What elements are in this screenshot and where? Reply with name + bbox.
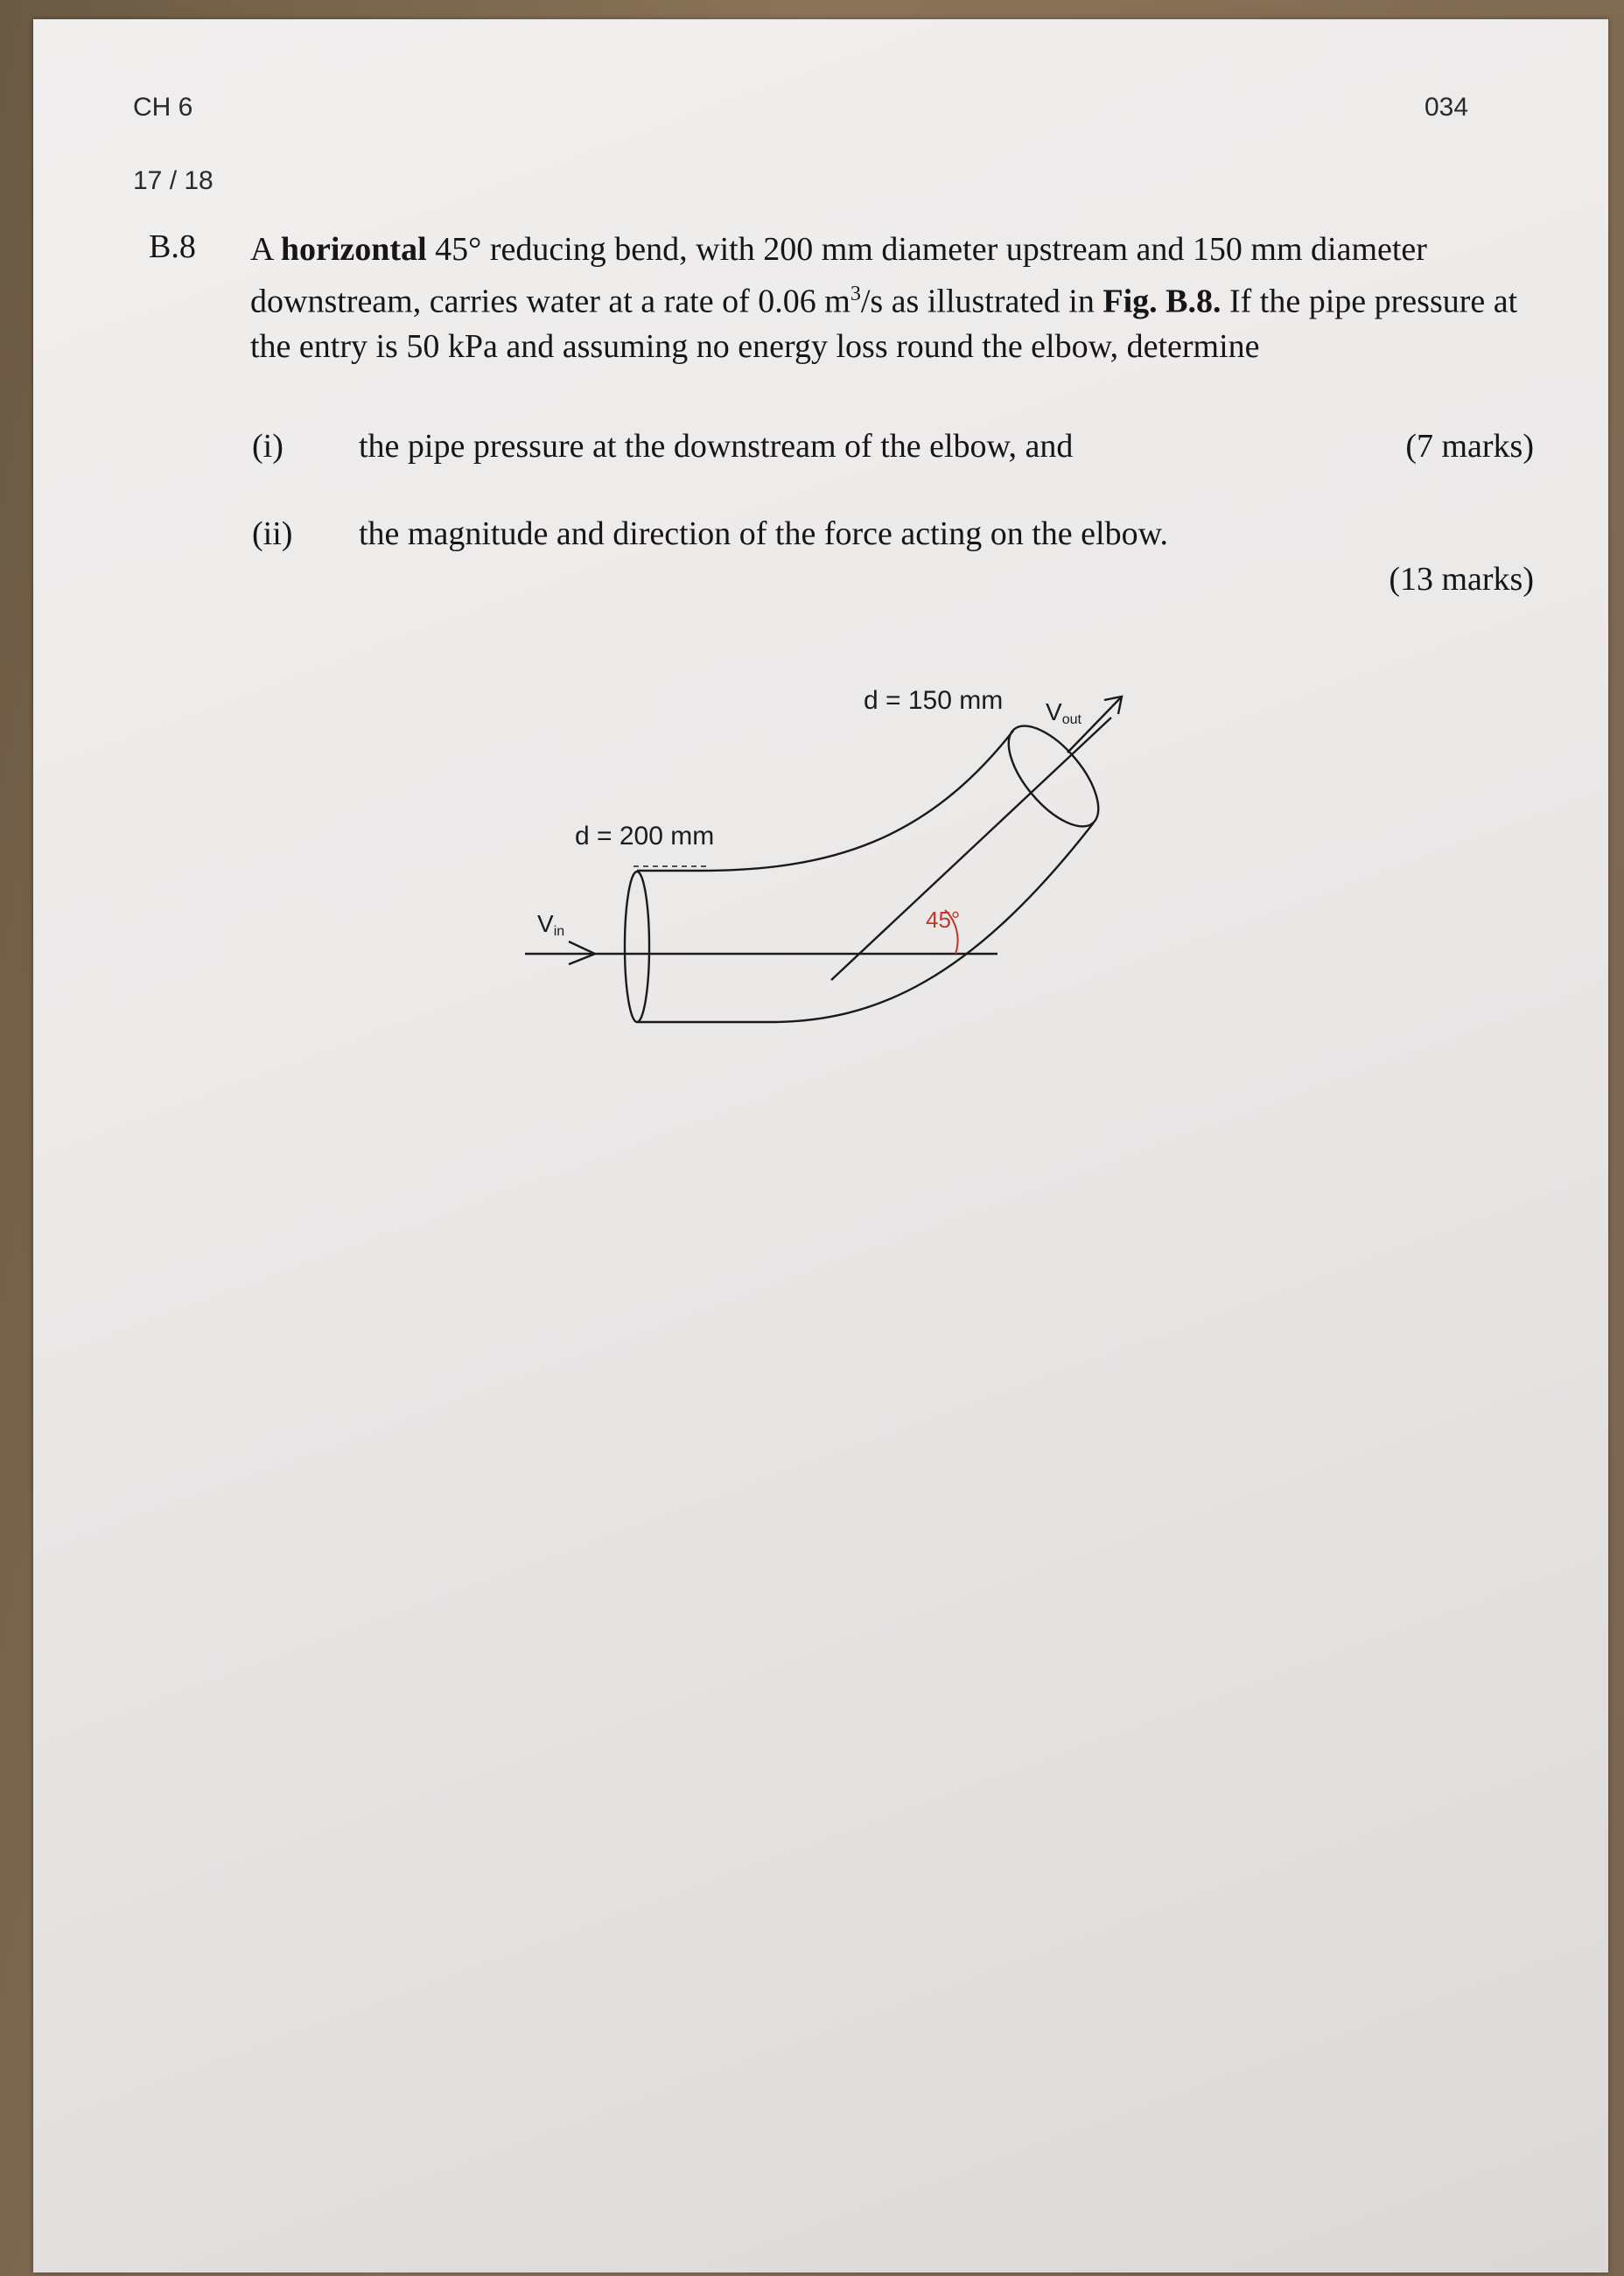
year-label: 17 / 18	[133, 166, 214, 195]
centerline-inclined	[831, 718, 1111, 980]
d-in-label: d = 200 mm	[575, 822, 715, 851]
part-ii-text: the magnitude and direction of the force acting on the elbow.	[359, 515, 1169, 552]
chapter-label: CH 6	[133, 93, 193, 122]
v-in-label: Vin	[537, 910, 565, 939]
part-ii-label: (ii)	[252, 515, 293, 552]
d-out-label: d = 150 mm	[864, 686, 1004, 715]
v-out-label: Vout	[1046, 698, 1082, 727]
part-i-marks: (7 marks)	[1405, 428, 1534, 465]
pipe-bottom-wall	[637, 823, 1094, 1022]
part-i-label: (i)	[252, 428, 284, 465]
inlet-ellipse	[625, 872, 649, 1022]
angle-label: 45°	[926, 907, 961, 933]
page-code: 034	[1424, 93, 1469, 122]
part-ii-marks: (13 marks)	[1389, 561, 1534, 598]
question-stem: A horizontal 45° reducing bend, with 200 mm diameter upstream and 150 mm diameter downstream, carries water at a rate of 0.06 $m^3/s$ as illustrated in Fig. B.8. If the pipe pressure at the entry is 50 kPa and assuming no energy loss round the elbow, determine	[250, 231, 1518, 365]
question-number: B.8	[149, 228, 196, 265]
part-i-text: the pipe pressure at the downstream of the elbow, and	[359, 428, 1074, 465]
